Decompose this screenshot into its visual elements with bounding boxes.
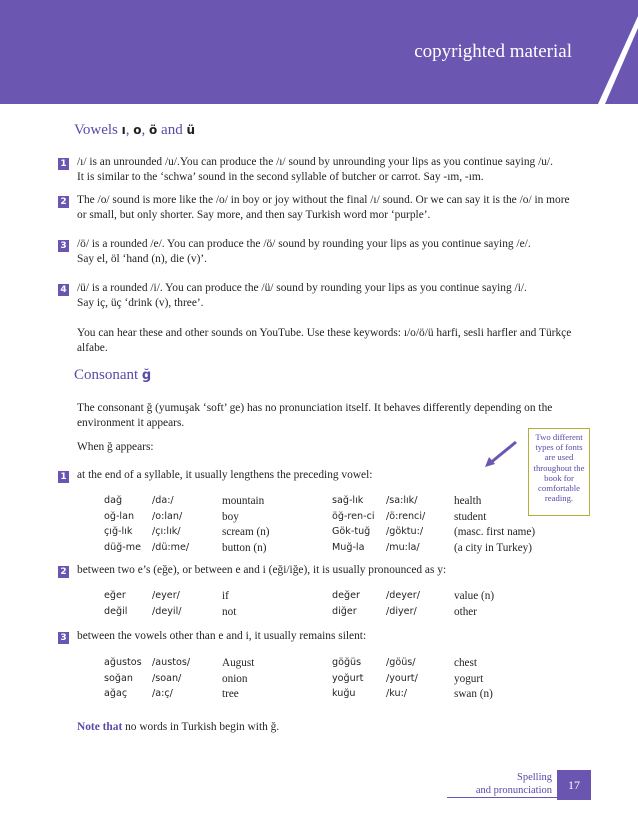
- word-cell: diğer: [332, 605, 357, 617]
- banner-text: copyrighted material: [414, 41, 572, 62]
- line: The /o/ sound is more like the /o/ in boy or joy without the final /ı/ sound. Or we can say it is the /o/ in more: [77, 194, 570, 206]
- case-1-text: at the end of a syllable, it usually lengthens the preceding vowel:: [77, 469, 373, 481]
- case-3-text: between the vowels other than e and i, it usually remains silent:: [77, 630, 367, 642]
- item-number: 1: [58, 158, 69, 170]
- vowel-i: ı: [121, 123, 126, 137]
- phonetic-cell: /deyer/: [386, 590, 420, 601]
- meaning-cell: (masc. first name): [454, 526, 536, 538]
- word-cell: Muğ-la: [332, 541, 365, 553]
- meaning-cell: yogurt: [454, 672, 484, 685]
- line: You can hear these and other sounds on YouTube. Use these keywords: ı/o/ö/ü harfi, sesli harfler and Türkçe: [77, 327, 572, 339]
- font-callout: Two different types of fonts are used throughout the book for comfortable reading.: [528, 428, 590, 516]
- and-text: and: [157, 122, 187, 138]
- word-cell: değil: [104, 605, 128, 617]
- line: It is similar to the ‘schwa’ sound in the second syllable of butcher or carrot. Say -ım, -ım.: [77, 171, 484, 183]
- consonant-heading: [74, 367, 151, 384]
- page-number: 17: [557, 770, 591, 800]
- phonetic-cell: /yourt/: [386, 672, 418, 684]
- meaning-cell: boy: [222, 510, 239, 523]
- note-text: no words in Turkish begin with ğ.: [122, 721, 280, 733]
- word-cell: ağustos: [104, 657, 142, 668]
- phonetic-cell: /a:ç/: [152, 688, 173, 699]
- comma: ,: [141, 122, 150, 138]
- meaning-cell: button (n): [222, 541, 267, 554]
- line: Say el, öl ‘hand (n), die (v)’.: [77, 253, 208, 265]
- vowel-item-2: [77, 193, 597, 223]
- meaning-cell: scream (n): [222, 526, 270, 538]
- word-cell: değer: [332, 590, 360, 601]
- vowels-heading: [74, 122, 195, 139]
- footer-section-line1: Spelling: [516, 772, 552, 783]
- meaning-cell: tree: [222, 688, 239, 700]
- word-cell: dağ: [104, 495, 123, 506]
- arrow-icon: [483, 440, 519, 468]
- word-cell: oğ-lan: [104, 510, 135, 522]
- word-cell: yoğurt: [332, 672, 364, 684]
- phonetic-cell: /diyer/: [386, 605, 417, 617]
- consonant-heading-text: Consonant: [74, 367, 142, 383]
- line: /ı/ is an unrounded /u/.You can produce the /ı/ sound by unrounding your lips as you continue saying /u/.: [77, 156, 553, 168]
- when-appears: When ğ appears:: [77, 441, 154, 453]
- item-number: 1: [58, 471, 69, 483]
- line: /ö/ is a rounded /e/. You can produce the /ö/ sound by rounding your lips as you continue saying /e/.: [77, 238, 531, 250]
- phonetic-cell: /ku:/: [386, 688, 408, 699]
- consonant-letter: ğ: [141, 368, 152, 383]
- header-banner: [0, 0, 638, 104]
- meaning-cell: value (n): [454, 590, 495, 602]
- item-number: 4: [58, 284, 69, 296]
- word-cell: soğan: [104, 672, 133, 684]
- phonetic-cell: /göüs/: [386, 657, 416, 668]
- consonant-intro: [77, 401, 597, 431]
- line: environment it appears.: [77, 417, 185, 429]
- footer-rule: [447, 797, 557, 798]
- vowel-item-1: [77, 155, 597, 185]
- phonetic-cell: /deyil/: [152, 605, 182, 617]
- meaning-cell: onion: [222, 672, 248, 685]
- vowel-item-3: [77, 237, 597, 267]
- meaning-cell: (a city in Turkey): [454, 541, 532, 554]
- word-cell: Gök-tuğ: [332, 526, 371, 537]
- line: alfabe.: [77, 342, 108, 354]
- word-cell: çığ-lık: [104, 526, 133, 537]
- phonetic-cell: /da:/: [152, 495, 174, 506]
- phonetic-cell: /dü:me/: [152, 541, 190, 553]
- phonetic-cell: /ö:renci/: [386, 510, 426, 522]
- meaning-cell: swan (n): [454, 688, 493, 700]
- phonetic-cell: /soan/: [152, 672, 182, 684]
- footer-section-line2: and pronunciation: [475, 785, 552, 796]
- word-cell: göğüs: [332, 657, 362, 668]
- meaning-cell: health: [454, 495, 482, 507]
- phonetic-cell: /eyer/: [152, 590, 180, 601]
- meaning-cell: August: [222, 657, 255, 669]
- item-number: 2: [58, 566, 69, 578]
- word-cell: öğ-ren-ci: [332, 510, 375, 522]
- case-2-text: between two e’s (eğe), or between e and i (eği/iğe), it is usually pronounced as y:: [77, 564, 447, 576]
- note-label: Note that: [77, 721, 123, 733]
- phonetic-cell: /mu:la/: [386, 541, 420, 553]
- item-number: 3: [58, 632, 69, 644]
- phonetic-cell: /austos/: [152, 657, 191, 668]
- line: or small, but only shorter. Say more, and then say Turkish word mor ‘purple’.: [77, 209, 431, 221]
- youtube-note: [77, 326, 597, 356]
- item-number: 2: [58, 196, 69, 208]
- meaning-cell: student: [454, 510, 487, 523]
- vowel-u: ü: [186, 123, 195, 137]
- phonetic-cell: /o:lan/: [152, 510, 183, 522]
- comma: ,: [125, 122, 134, 138]
- word-cell: düğ-me: [104, 541, 141, 553]
- vowel-item-4: [77, 281, 597, 311]
- meaning-cell: if: [222, 590, 229, 602]
- meaning-cell: mountain: [222, 495, 265, 507]
- note: [77, 720, 597, 735]
- meaning-cell: chest: [454, 657, 477, 669]
- word-cell: ağaç: [104, 688, 128, 699]
- vowels-heading-text: Vowels: [74, 122, 122, 138]
- line: The consonant ğ (yumuşak ‘soft’ ge) has no pronunciation itself. It behaves differently depending on the: [77, 402, 553, 414]
- meaning-cell: not: [222, 605, 237, 618]
- vowel-oo: ö: [149, 123, 158, 137]
- meaning-cell: other: [454, 605, 477, 618]
- phonetic-cell: /çı:lık/: [152, 526, 181, 537]
- vowel-o: o: [133, 123, 142, 137]
- line: Say iç, üç ‘drink (v), three’.: [77, 297, 204, 309]
- phonetic-cell: /sa:lık/: [386, 495, 418, 506]
- word-cell: eğer: [104, 590, 126, 601]
- line: /ü/ is a rounded /i/. You can produce the /ü/ sound by rounding your lips as you continue saying /i/.: [77, 282, 527, 294]
- word-cell: kuğu: [332, 688, 356, 699]
- word-cell: sağ-lık: [332, 495, 364, 506]
- phonetic-cell: /göktu:/: [386, 526, 424, 537]
- item-number: 3: [58, 240, 69, 252]
